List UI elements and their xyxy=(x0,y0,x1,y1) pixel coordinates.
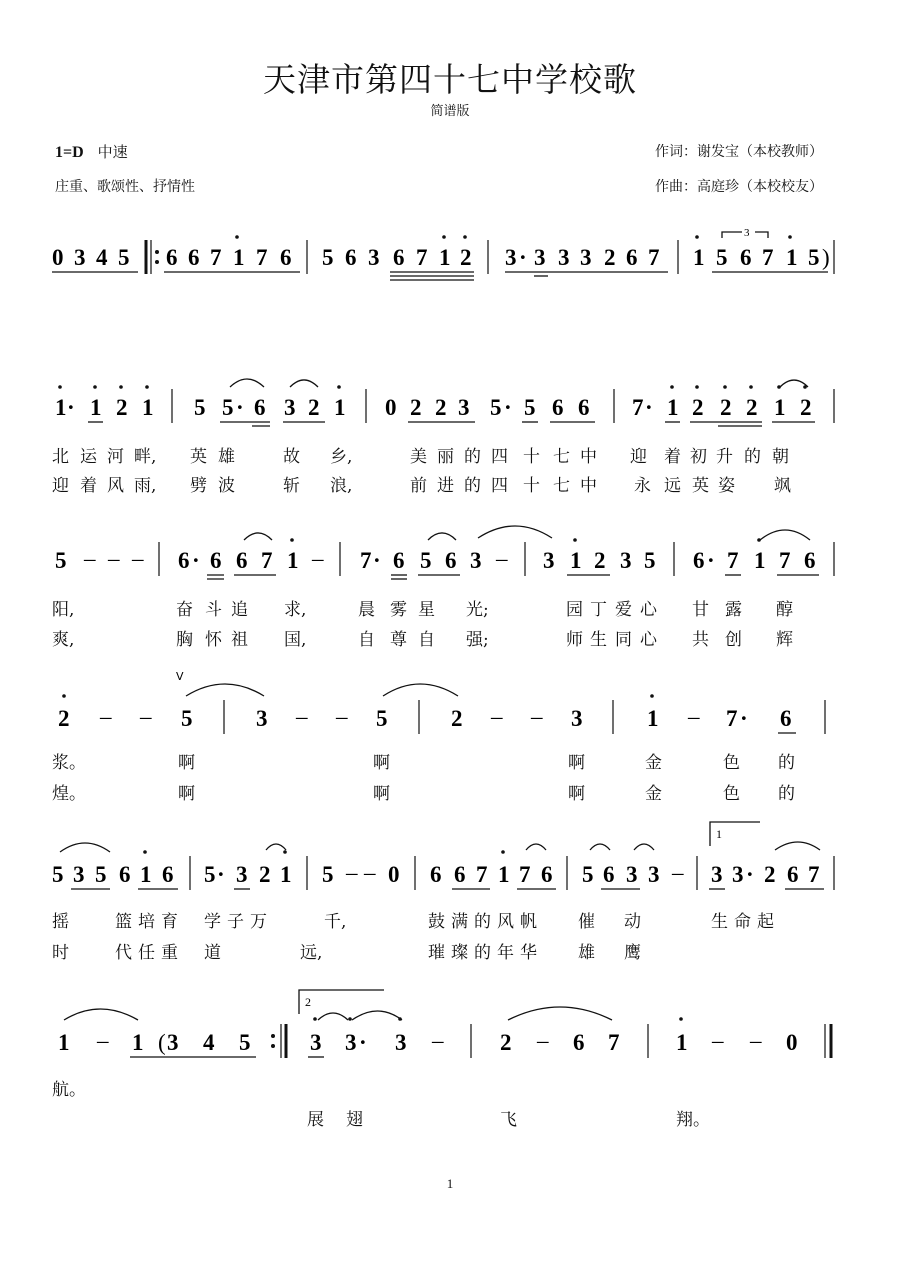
svg-text:6: 6 xyxy=(578,395,590,420)
lyric-line-row-6-shared: 展 翅 飞 翔。 xyxy=(307,1110,710,1130)
svg-text:6: 6 xyxy=(166,245,178,270)
svg-text:6: 6 xyxy=(393,548,405,573)
svg-text:3: 3 xyxy=(620,548,632,573)
svg-text:6: 6 xyxy=(210,548,222,573)
svg-text:6: 6 xyxy=(804,548,816,573)
svg-text:3: 3 xyxy=(571,706,583,731)
svg-text:6: 6 xyxy=(573,1030,585,1055)
svg-text:1: 1 xyxy=(647,706,659,731)
svg-text:·: · xyxy=(707,548,715,573)
svg-text:2: 2 xyxy=(308,395,320,420)
tempo-marking: 中速 xyxy=(97,143,128,161)
lyric-line-row-4-verse-1: 浆。 啊 啊 啊 金 色 的 xyxy=(52,753,795,773)
svg-text:7: 7 xyxy=(762,245,774,270)
svg-text:·: · xyxy=(519,245,527,270)
svg-text:6: 6 xyxy=(603,862,615,887)
svg-text:3: 3 xyxy=(543,548,555,573)
notation-row-6 xyxy=(0,995,900,1060)
svg-text:1: 1 xyxy=(142,395,154,420)
svg-text:1: 1 xyxy=(439,245,451,270)
lyric-line-row-6-verse-1: 航。 xyxy=(52,1080,86,1100)
svg-text:5: 5 xyxy=(52,862,64,887)
svg-text:1: 1 xyxy=(498,862,510,887)
expression-marking: 庄重、歌颂性、抒情性 xyxy=(55,179,195,195)
svg-text:5: 5 xyxy=(95,862,107,887)
svg-text:3: 3 xyxy=(73,862,85,887)
svg-text:5: 5 xyxy=(808,245,820,270)
score-row-5 xyxy=(0,827,900,894)
svg-text:1: 1 xyxy=(55,395,67,420)
svg-text:3: 3 xyxy=(236,862,248,887)
svg-text:2: 2 xyxy=(800,395,812,420)
svg-text:1: 1 xyxy=(570,548,582,573)
svg-text:–: – xyxy=(432,1028,444,1053)
svg-text:·: · xyxy=(236,395,244,420)
svg-text:1: 1 xyxy=(280,862,292,887)
score-row-6 xyxy=(0,995,900,1060)
lyric-line-row-3-verse-2: 爽, 胸 怀 祖 国, 自 尊 自 强; 师 生 同 心 共 创 辉 xyxy=(52,630,793,650)
notation-row-4 xyxy=(0,670,900,740)
barlines-row-2 xyxy=(172,389,834,423)
svg-text:2: 2 xyxy=(58,706,70,731)
octave-dots-row-6 xyxy=(271,1017,683,1048)
composer-credit: 作曲：高庭珍（本校校友） xyxy=(655,179,823,195)
svg-text:5: 5 xyxy=(181,706,193,731)
svg-text:7: 7 xyxy=(632,395,644,420)
svg-text:(: ( xyxy=(158,1030,166,1055)
svg-text:7: 7 xyxy=(727,548,739,573)
svg-text:5: 5 xyxy=(222,395,234,420)
song-title: 天津市第四十七中学校歌 xyxy=(263,60,637,99)
notes-row-2 xyxy=(55,395,812,420)
svg-text:1: 1 xyxy=(90,395,102,420)
svg-text:–: – xyxy=(750,1028,762,1053)
svg-text:6: 6 xyxy=(178,548,190,573)
svg-text:0: 0 xyxy=(388,862,400,887)
song-subtitle: 简谱版 xyxy=(430,104,470,119)
svg-text:6: 6 xyxy=(626,245,638,270)
svg-text:–: – xyxy=(688,704,700,729)
svg-text:2: 2 xyxy=(460,245,472,270)
score-row-3 xyxy=(0,528,900,588)
svg-text:3: 3 xyxy=(534,245,546,270)
octave-dots-row-2 xyxy=(58,385,807,389)
svg-text:6: 6 xyxy=(693,548,705,573)
svg-text:·: · xyxy=(67,395,75,420)
notes-row-3 xyxy=(55,546,816,573)
svg-text:3: 3 xyxy=(626,862,638,887)
svg-text:7: 7 xyxy=(808,862,820,887)
svg-text:7: 7 xyxy=(476,862,488,887)
svg-text:3: 3 xyxy=(580,245,592,270)
svg-text:–: – xyxy=(84,546,96,571)
svg-text:3: 3 xyxy=(558,245,570,270)
svg-text:6: 6 xyxy=(188,245,200,270)
svg-text:4: 4 xyxy=(96,245,108,270)
svg-text:5: 5 xyxy=(55,548,67,573)
notes-row-6 xyxy=(58,1028,798,1055)
octave-dots-row-4 xyxy=(62,694,654,698)
svg-text:5: 5 xyxy=(716,245,728,270)
svg-text:2: 2 xyxy=(594,548,606,573)
lyric-line-row-3-verse-1: 阳, 奋 斗 追 求, 晨 雾 星 光; 园 丁 爱 心 甘 露 醇 xyxy=(52,600,793,620)
octave-dots-row-5 xyxy=(143,850,505,854)
svg-text:·: · xyxy=(740,706,748,731)
svg-text:0: 0 xyxy=(786,1030,798,1055)
notes-row-5 xyxy=(52,860,820,887)
svg-text:3: 3 xyxy=(458,395,470,420)
svg-text:6: 6 xyxy=(162,862,174,887)
svg-text:3: 3 xyxy=(256,706,268,731)
svg-text:5: 5 xyxy=(118,245,130,270)
notes-row-4 xyxy=(58,704,792,731)
notation-row-5 xyxy=(0,827,900,894)
svg-text:6: 6 xyxy=(445,548,457,573)
svg-text:3: 3 xyxy=(284,395,296,420)
svg-text:6: 6 xyxy=(236,548,248,573)
svg-text:5: 5 xyxy=(204,862,216,887)
svg-text:2: 2 xyxy=(435,395,447,420)
svg-text:1: 1 xyxy=(334,395,346,420)
svg-text:5: 5 xyxy=(582,862,594,887)
notation-row-2 xyxy=(0,377,900,437)
svg-text:–: – xyxy=(312,546,324,571)
svg-text:1: 1 xyxy=(233,245,245,270)
svg-text:4: 4 xyxy=(203,1030,215,1055)
svg-text:1: 1 xyxy=(754,548,766,573)
svg-text:7: 7 xyxy=(519,862,531,887)
svg-text:2: 2 xyxy=(259,862,271,887)
svg-text:7: 7 xyxy=(256,245,268,270)
svg-text:1: 1 xyxy=(58,1030,70,1055)
svg-text:2: 2 xyxy=(764,862,776,887)
svg-text:6: 6 xyxy=(345,245,357,270)
score-row-2 xyxy=(0,377,900,437)
svg-text:–: – xyxy=(672,860,684,885)
beams-row-6 xyxy=(64,990,612,1057)
svg-text:7: 7 xyxy=(608,1030,620,1055)
svg-text:6: 6 xyxy=(780,706,792,731)
lyric-line-row-5-verse-1: 摇 篮 培 育 学 子 万 千, 鼓 满 的 风 帆 催 动 生 命 起 xyxy=(52,912,774,932)
svg-text:2: 2 xyxy=(604,245,616,270)
svg-text:2: 2 xyxy=(720,395,732,420)
svg-text:–: – xyxy=(336,704,348,729)
svg-text:6: 6 xyxy=(541,862,553,887)
svg-text:3: 3 xyxy=(395,1030,407,1055)
svg-text:2: 2 xyxy=(692,395,704,420)
svg-text:2: 2 xyxy=(746,395,758,420)
svg-text:3: 3 xyxy=(732,862,744,887)
key-signature: 1=D xyxy=(55,144,84,161)
svg-text:6: 6 xyxy=(393,245,405,270)
svg-text:7: 7 xyxy=(416,245,428,270)
barlines-row-1 xyxy=(146,240,834,274)
svg-text:5: 5 xyxy=(490,395,502,420)
svg-text:3: 3 xyxy=(711,862,723,887)
notes-row-1 xyxy=(52,245,830,270)
triplet-marking: 3 xyxy=(744,227,750,239)
svg-text:1: 1 xyxy=(667,395,679,420)
svg-text:1: 1 xyxy=(132,1030,144,1055)
lyricist-credit: 作词：谢发宝（本校教师） xyxy=(655,144,823,160)
svg-text:2: 2 xyxy=(410,395,422,420)
svg-text:–: – xyxy=(491,704,503,729)
svg-text:·: · xyxy=(746,862,754,887)
svg-text:1: 1 xyxy=(676,1030,688,1055)
svg-text:7: 7 xyxy=(261,548,273,573)
svg-text:5: 5 xyxy=(239,1030,251,1055)
lyric-line-row-4-verse-2: 煌。 啊 啊 啊 金 色 的 xyxy=(52,784,795,804)
svg-text:7: 7 xyxy=(648,245,660,270)
svg-text:·: · xyxy=(359,1030,367,1055)
svg-text:7: 7 xyxy=(779,548,791,573)
svg-text:–: – xyxy=(97,1028,109,1053)
svg-text:5: 5 xyxy=(194,395,206,420)
svg-text:3: 3 xyxy=(470,548,482,573)
svg-text:5: 5 xyxy=(644,548,656,573)
breath-mark: V xyxy=(176,670,184,683)
svg-text:2: 2 xyxy=(500,1030,512,1055)
svg-text:–: – xyxy=(364,860,376,885)
notation-row-3 xyxy=(0,528,900,588)
svg-text:5: 5 xyxy=(322,245,334,270)
svg-text:–: – xyxy=(496,546,508,571)
svg-text:3: 3 xyxy=(167,1030,179,1055)
notation-row-1 xyxy=(0,228,900,288)
svg-text:·: · xyxy=(192,548,200,573)
svg-text:6: 6 xyxy=(119,862,131,887)
svg-text:6: 6 xyxy=(430,862,442,887)
svg-text:1: 1 xyxy=(774,395,786,420)
svg-text:3: 3 xyxy=(345,1030,357,1055)
svg-text:1: 1 xyxy=(140,862,152,887)
lyric-line-row-2-verse-2: 迎 着 风 雨, 劈 波 斩 浪, 前 进 的 四 十 七 中 永 远 英 姿 飒 xyxy=(52,476,791,496)
svg-text:0: 0 xyxy=(52,245,64,270)
svg-text:6: 6 xyxy=(740,245,752,270)
svg-text:5: 5 xyxy=(524,395,536,420)
svg-text:6: 6 xyxy=(280,245,292,270)
svg-text:6: 6 xyxy=(254,395,266,420)
svg-text:·: · xyxy=(217,862,225,887)
svg-text:–: – xyxy=(712,1028,724,1053)
svg-text:0: 0 xyxy=(385,395,397,420)
svg-text:–: – xyxy=(531,704,543,729)
svg-text:·: · xyxy=(373,548,381,573)
lyric-line-row-2-verse-1: 北 运 河 畔, 英 雄 故 乡, 美 丽 的 四 十 七 中 迎 着 初 升 的 朝 xyxy=(52,447,789,467)
svg-text:3: 3 xyxy=(648,862,660,887)
svg-text:5: 5 xyxy=(376,706,388,731)
svg-text:–: – xyxy=(140,704,152,729)
svg-text:6: 6 xyxy=(552,395,564,420)
svg-text:1: 1 xyxy=(287,548,299,573)
page-number: 1 xyxy=(446,1176,454,1191)
svg-text:–: – xyxy=(537,1028,549,1053)
svg-text:7: 7 xyxy=(360,548,372,573)
svg-text:·: · xyxy=(645,395,653,420)
svg-text:3: 3 xyxy=(310,1030,322,1055)
score-row-1 xyxy=(0,228,900,288)
svg-text:5: 5 xyxy=(420,548,432,573)
svg-text:6: 6 xyxy=(454,862,466,887)
octave-dots-row-3 xyxy=(290,538,761,542)
svg-text:–: – xyxy=(296,704,308,729)
svg-text:6: 6 xyxy=(787,862,799,887)
svg-text:1: 1 xyxy=(786,245,798,270)
svg-text:–: – xyxy=(108,546,120,571)
svg-text:·: · xyxy=(504,395,512,420)
svg-text:–: – xyxy=(346,860,358,885)
svg-text:3: 3 xyxy=(368,245,380,270)
key-and-tempo xyxy=(55,141,128,162)
svg-text:7: 7 xyxy=(210,245,222,270)
second-ending-marker: 2 xyxy=(305,995,311,1009)
score-row-4 xyxy=(0,670,900,740)
svg-text:5: 5 xyxy=(322,862,334,887)
svg-text:2: 2 xyxy=(116,395,128,420)
svg-text:): ) xyxy=(822,245,830,270)
lyric-line-row-5-verse-2: 时 代 任 重 道 远, 璀 璨 的 年 华 雄 鹰 xyxy=(52,943,641,963)
svg-text:1: 1 xyxy=(693,245,705,270)
first-ending-marker: 1 xyxy=(716,827,722,841)
svg-text:–: – xyxy=(100,704,112,729)
svg-text:2: 2 xyxy=(451,706,463,731)
svg-text:3: 3 xyxy=(505,245,517,270)
svg-text:–: – xyxy=(132,546,144,571)
beams-row-5 xyxy=(60,822,824,889)
svg-text:7: 7 xyxy=(726,706,738,731)
svg-text:3: 3 xyxy=(74,245,86,270)
